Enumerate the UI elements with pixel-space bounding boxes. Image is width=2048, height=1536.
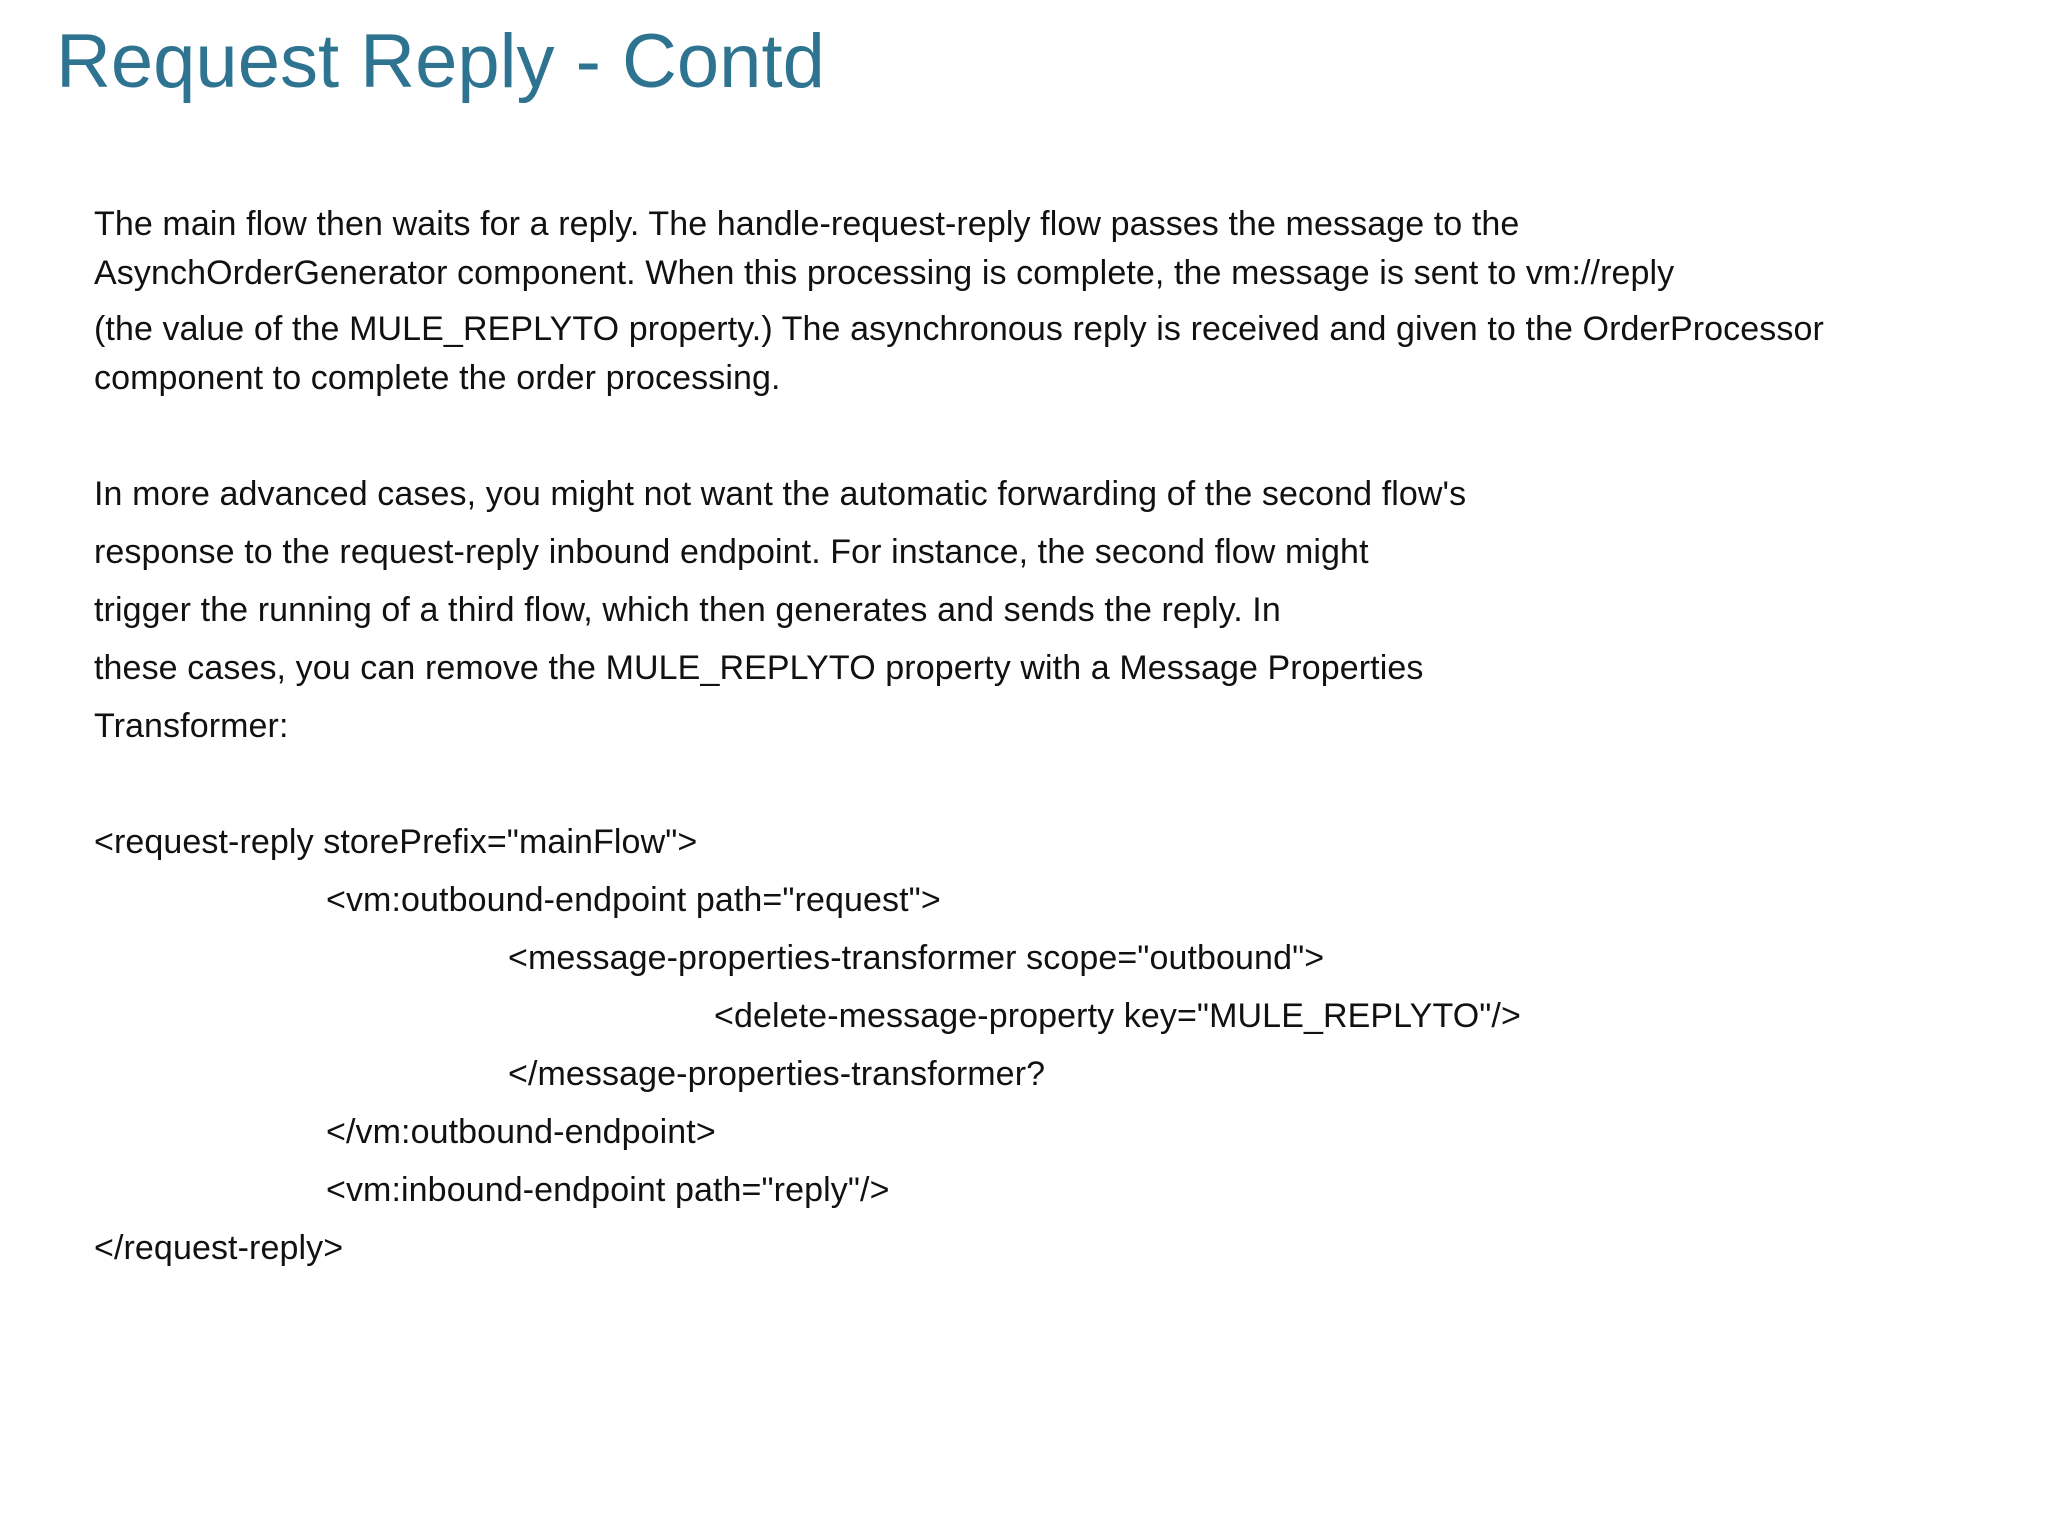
code-line: <delete-message-property key="MULE_REPLYTO"/> <box>714 997 1521 1035</box>
code-line: <vm:outbound-endpoint path="request"> <box>326 881 941 919</box>
paragraph-line: component to complete the order processing. <box>94 359 781 397</box>
paragraph-line: In more advanced cases, you might not want the automatic forwarding of the second flow's <box>94 475 1467 513</box>
code-line: <vm:inbound-endpoint path="reply"/> <box>326 1171 890 1209</box>
paragraph-line: The main flow then waits for a reply. The handle-request-reply flow passes the message to the <box>94 205 1520 243</box>
code-line: <request-reply storePrefix="mainFlow"> <box>94 823 698 861</box>
slide-title: Request Reply - Contd <box>56 19 825 104</box>
paragraph-line: trigger the running of a third flow, which then generates and sends the reply. In <box>94 591 1281 629</box>
paragraph-line: AsynchOrderGenerator component. When this processing is complete, the message is sent to vm://reply <box>94 254 1675 292</box>
paragraph-line: (the value of the MULE_REPLYTO property.) The asynchronous reply is received and given to the OrderProcessor <box>94 310 1824 348</box>
paragraph-line: these cases, you can remove the MULE_REPLYTO property with a Message Properties <box>94 649 1424 687</box>
paragraph-line: Transformer: <box>94 707 289 745</box>
code-line: </request-reply> <box>94 1229 344 1267</box>
paragraph-line: response to the request-reply inbound endpoint. For instance, the second flow might <box>94 533 1369 571</box>
code-line: </message-properties-transformer? <box>508 1055 1046 1093</box>
code-line: <message-properties-transformer scope="outbound"> <box>508 939 1325 977</box>
code-line: </vm:outbound-endpoint> <box>326 1113 716 1151</box>
